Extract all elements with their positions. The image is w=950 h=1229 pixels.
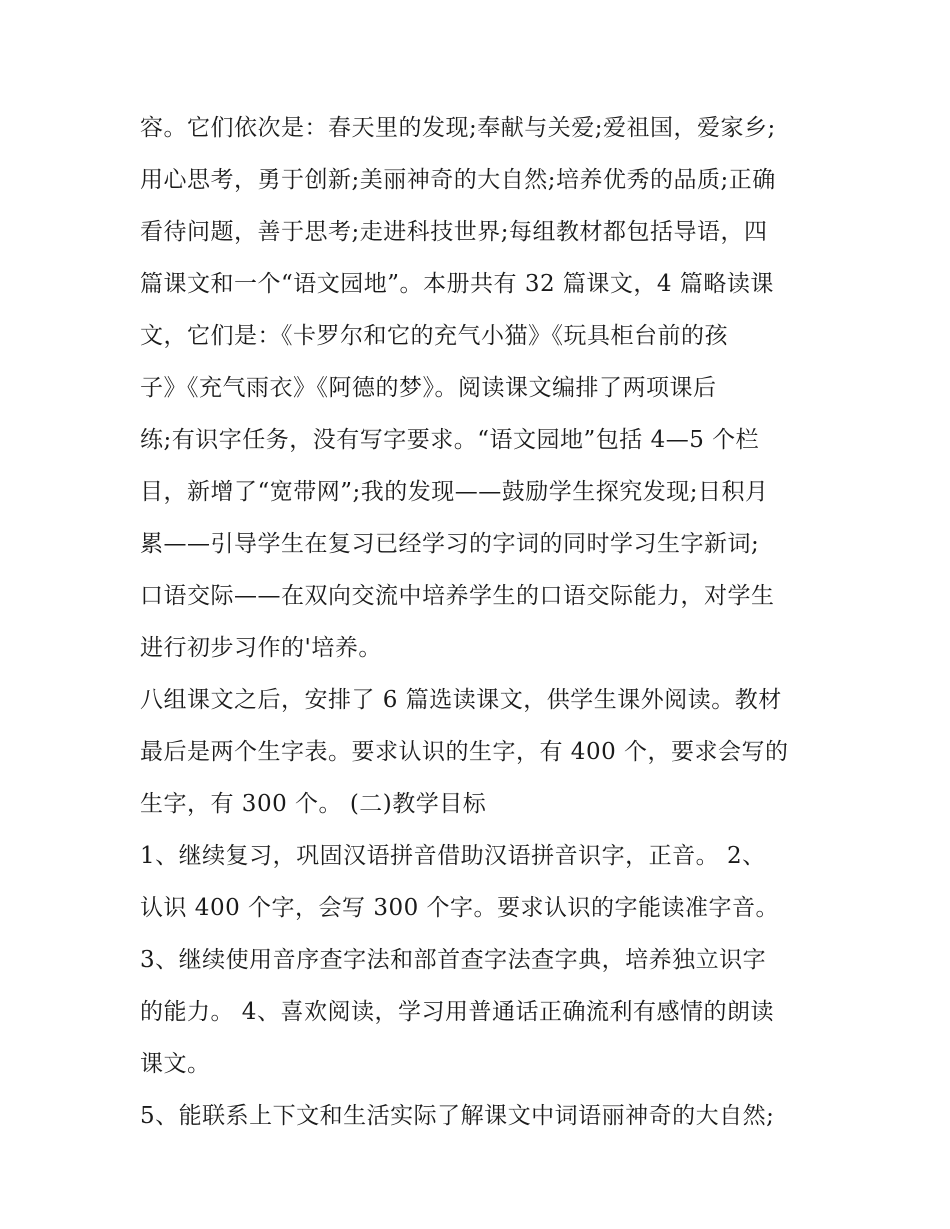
text-line: 5、能联系上下文和生活实际了解课文中词语丽神奇的大自然;	[140, 1103, 775, 1129]
text-line: 练;有识字任务，没有写字要求。“语文园地”包括 4—5 个栏	[140, 427, 760, 453]
text-line: 容。它们依次是：春天里的发现;奉献与关爱;爱祖国，爱家乡;	[140, 115, 776, 141]
text-line: 看待问题，善于思考;走进科技世界;每组教材都包括导语，四	[140, 219, 768, 245]
text-line: 子》《充气雨衣》《阿德的梦》。阅读课文编排了两项课后	[140, 375, 717, 401]
text-line: 生字，有 300 个。 (二)教学目标	[140, 791, 487, 817]
text-line: 篇课文和一个“语文园地”。本册共有 32 篇课文，4 篇略读课	[140, 271, 774, 297]
text-line: 认识 400 个字，会写 300 个字。要求认识的字能读准字音。	[140, 895, 780, 921]
text-line: 口语交际——在双向交流中培养学生的口语交际能力，对学生	[140, 583, 775, 609]
text-line: 进行初步习作的'培养。	[140, 635, 382, 661]
text-line: 用心思考，勇于创新;美丽神奇的大自然;培养优秀的品质;正确	[140, 167, 776, 193]
text-line: 课文。	[140, 1051, 211, 1077]
text-line: 最后是两个生字表。要求认识的生字，有 400 个，要求会写的	[140, 739, 789, 765]
text-line: 累——引导学生在复习已经学习的字词的同时学习生字新词;	[140, 531, 760, 557]
text-line: 八组课文之后，安排了 6 篇选读课文，供学生课外阅读。教材	[140, 687, 782, 713]
text-line: 的能力。 4、喜欢阅读，学习用普通话正确流利有感情的朗读	[140, 999, 774, 1025]
text-line: 3、继续使用音序查字法和部首查字法查字典，培养独立识字	[140, 947, 767, 973]
text-line: 文，它们是：《卡罗尔和它的充气小猫》《玩具柜台前的孩	[140, 323, 728, 349]
text-line: 目，新增了“宽带网”;我的发现——鼓励学生探究发现;日积月	[140, 479, 769, 505]
text-line: 1、继续复习，巩固汉语拼音借助汉语拼音识字，正音。 2、	[140, 843, 766, 869]
